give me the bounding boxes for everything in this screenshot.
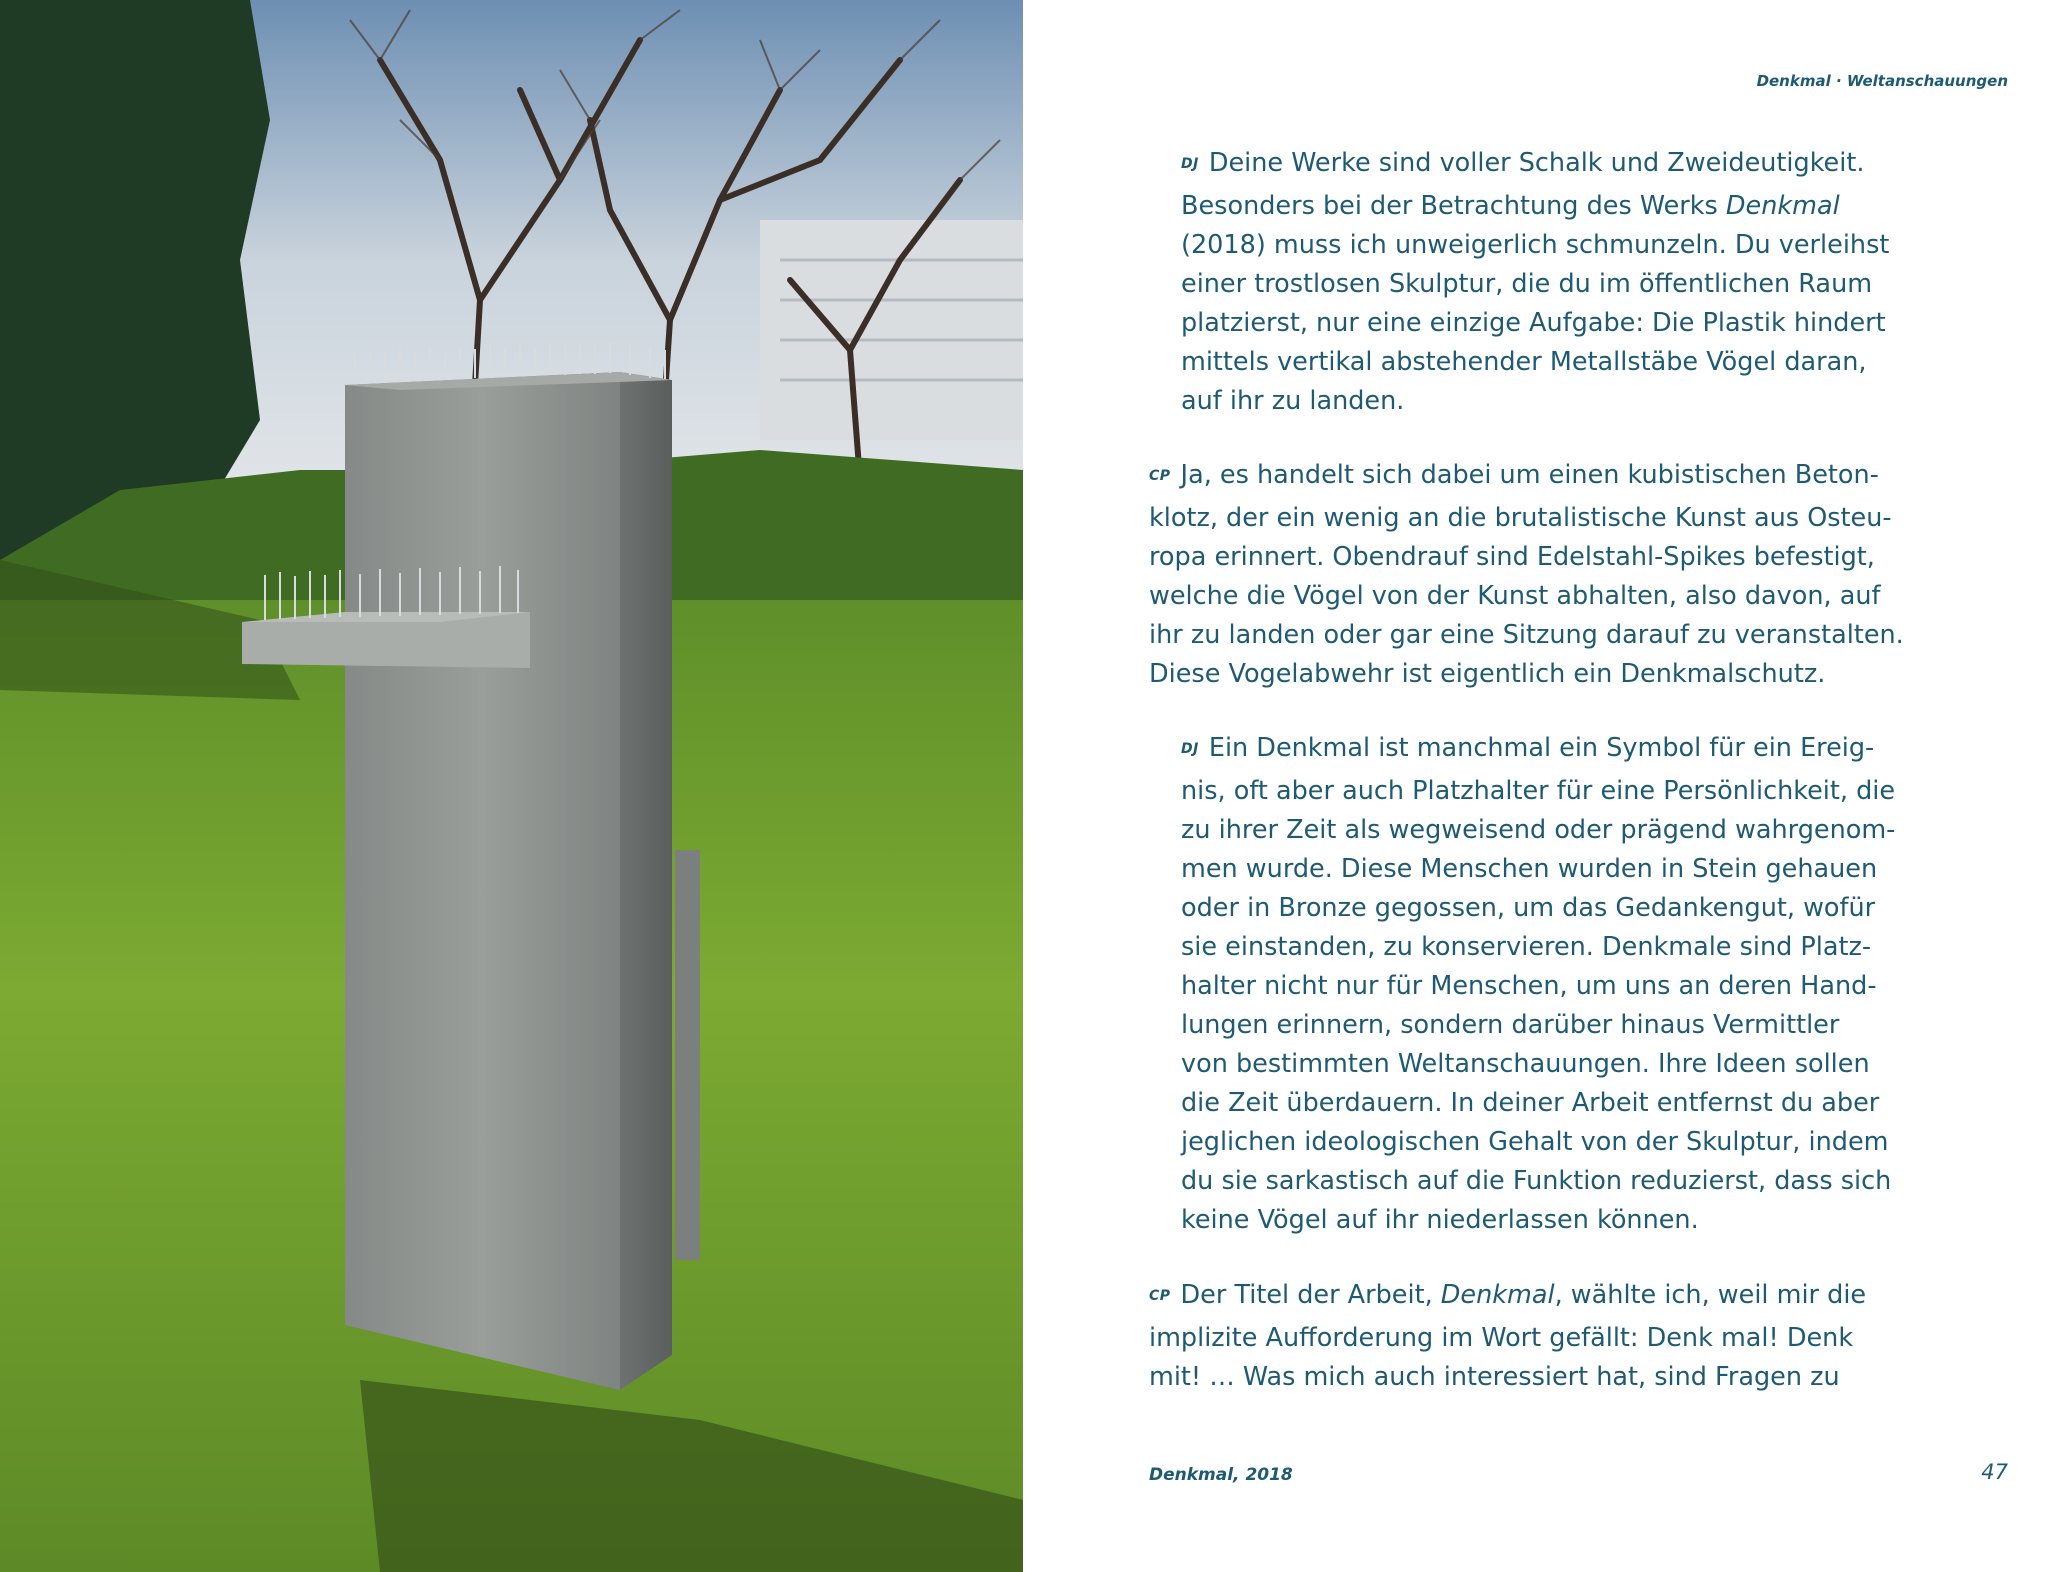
- speaker-tag: DJ: [1181, 741, 1199, 757]
- background-building: [760, 220, 1023, 440]
- text-line: halter nicht nur für Menschen, um uns an deren Hand-: [1181, 971, 1877, 1001]
- text-line: (2018) muss ich unweigerlich schmunzeln. Du verleihst: [1181, 230, 1890, 260]
- text-line: sie einstanden, zu konservieren. Denkmale sind Platz-: [1181, 932, 1872, 962]
- text-line: Besonders bei der Betrachtung des Werks Denkmal: [1181, 191, 1840, 221]
- text-line: oder in Bronze gegossen, um das Gedankengut, wofür: [1181, 893, 1876, 923]
- image-caption: Denkmal, 2018: [1149, 1465, 1293, 1485]
- text-line: ropa erinnert. Obendrauf sind Edelstahl-Spikes befestigt,: [1149, 542, 1875, 572]
- photo-illustration: [0, 0, 1023, 1572]
- paragraph-dj-2: [1181, 729, 1895, 1240]
- text-line: ihr zu landen oder gar eine Sitzung darauf zu veranstalten.: [1149, 620, 1904, 650]
- text-line: platzierst, nur eine einzige Aufgabe: Die Plastik hindert: [1181, 308, 1886, 338]
- text-line: jeglichen ideologischen Gehalt von der Skulptur, indem: [1181, 1127, 1889, 1157]
- running-head: Denkmal · Weltanschauungen: [1756, 72, 2008, 90]
- text-line: lungen erinnern, sondern darüber hinaus Vermittler: [1181, 1010, 1840, 1040]
- sculpture-pillar-side: [620, 372, 672, 1390]
- sculpture-back-block: [675, 850, 700, 1260]
- text-line: CP Der Titel der Arbeit, Denkmal, wählte ich, weil mir die: [1149, 1280, 1867, 1310]
- text-line: CP Ja, es handelt sich dabei um einen kubistischen Beton-: [1149, 460, 1879, 490]
- text-line: welche die Vögel von der Kunst abhalten, also davon, auf: [1149, 581, 1881, 611]
- text-line: die Zeit überdauern. In deiner Arbeit entfernst du aber: [1181, 1088, 1880, 1118]
- text-page: [1023, 0, 2050, 1572]
- text-line: Diese Vogelabwehr ist eigentlich ein Denkmalschutz.: [1149, 659, 1826, 689]
- sculpture-photo: [0, 0, 1023, 1572]
- paragraph-dj-1: [1181, 144, 1889, 421]
- text-line: du sie sarkastisch auf die Funktion reduzierst, dass sich: [1181, 1166, 1892, 1196]
- text-line: von bestimmten Weltanschauungen. Ihre Ideen sollen: [1181, 1049, 1870, 1079]
- text-line: DJ Deine Werke sind voller Schalk und Zweideutigkeit.: [1181, 148, 1865, 178]
- text-line: klotz, der ein wenig an die brutalistische Kunst aus Osteu-: [1149, 503, 1892, 533]
- text-line: nis, oft aber auch Platzhalter für eine Persönlichkeit, die: [1181, 776, 1896, 806]
- paragraph-cp-1: [1149, 456, 1904, 694]
- text-line: zu ihrer Zeit als wegweisend oder prägend wahrgenom-: [1181, 815, 1896, 845]
- text-line: einer trostlosen Skulptur, die du im öffentlichen Raum: [1181, 269, 1873, 299]
- text-line: auf ihr zu landen.: [1181, 386, 1405, 416]
- text-line: mit! … Was mich auch interessiert hat, sind Fragen zu: [1149, 1362, 1840, 1392]
- speaker-tag: DJ: [1181, 156, 1199, 172]
- text-line: men wurde. Diese Menschen wurden in Stein gehauen: [1181, 854, 1878, 884]
- speaker-tag: CP: [1149, 1288, 1171, 1304]
- text-line: implizite Aufforderung im Wort gefällt: Denk mal! Denk: [1149, 1323, 1854, 1353]
- text-line: keine Vögel auf ihr niederlassen können.: [1181, 1205, 1699, 1235]
- paragraph-cp-2: [1149, 1276, 1866, 1397]
- text-line: mittels vertikal abstehender Metallstäbe Vögel daran,: [1181, 347, 1867, 377]
- speaker-tag: CP: [1149, 468, 1171, 484]
- sculpture-pillar-front: [345, 372, 620, 1390]
- page-number: 47: [1981, 1460, 2008, 1484]
- text-line: DJ Ein Denkmal ist manchmal ein Symbol für ein Ereig-: [1181, 733, 1875, 763]
